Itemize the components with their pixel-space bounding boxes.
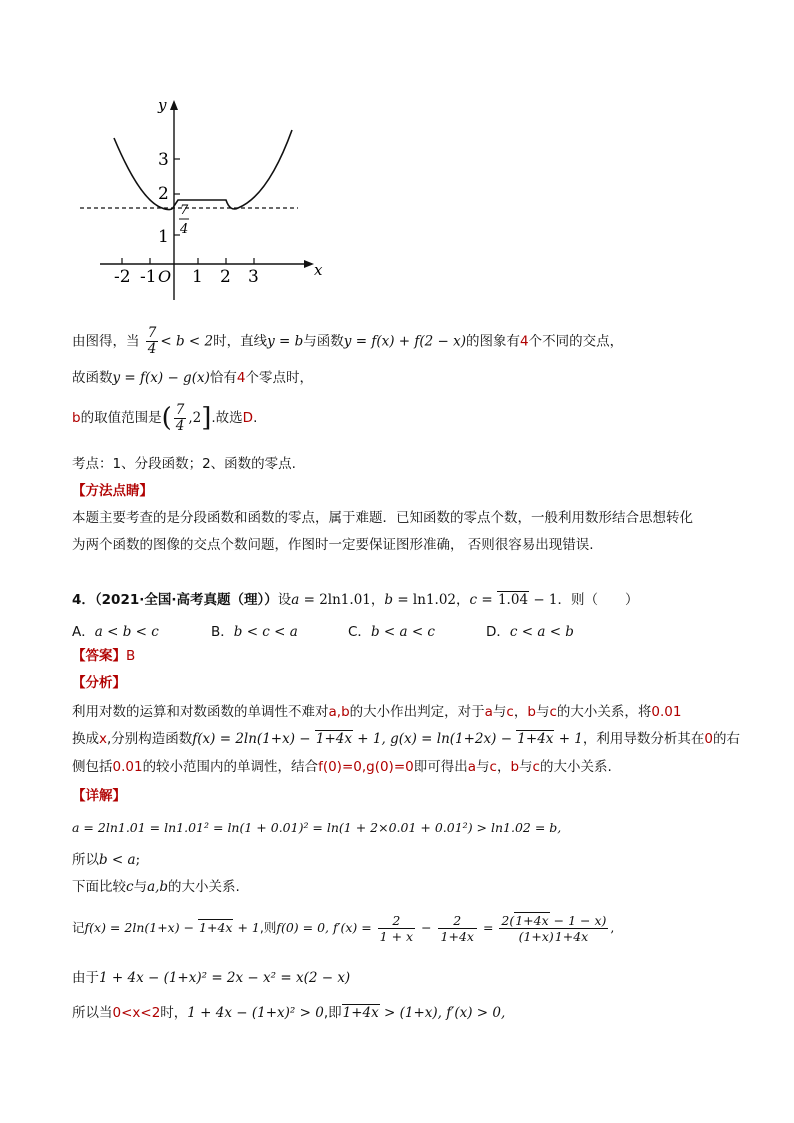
fraction-7-4: $\frac{7}{4}$	[147, 325, 157, 357]
y-axis-arrow	[170, 100, 178, 110]
x-label-2: 2	[220, 267, 231, 287]
answer-line: 【答案】B	[72, 648, 136, 664]
y-axis-label: y	[158, 96, 167, 114]
detail-line-6: 所以当0<x<2时，1 + 4x − (1+x)² > 0,即1+4x > (1+x), f′(x) > 0,	[72, 1005, 506, 1021]
option-b[interactable]: B．b < c < a	[211, 624, 298, 640]
detail-line-2: 所以b < a;	[72, 852, 141, 868]
analysis-heading: 【分析】	[72, 675, 126, 691]
detail-heading: 【详解】	[72, 788, 126, 804]
solution-line-1: 由图得，当 $\frac{7}{4}$ < b < 2时，直线y = b与函数y = f(x) + f(2 − x)的图象有4个不同的交点，	[72, 325, 624, 357]
y-label-3: 3	[158, 150, 169, 170]
detail-line-1: a = 2ln1.01 = ln1.01² = ln(1 + 0.01)² = ln(1 + 2×0.01 + 0.01²) > ln1.02 = b,	[72, 820, 562, 835]
option-d[interactable]: D．c < a < b	[486, 624, 574, 640]
function-graph	[78, 92, 328, 307]
analysis-line-1: 利用对数的运算和对数函数的单调性不难对a,b的大小作出判定，对于a与c，b与c的大小关系，将0.01	[72, 704, 682, 720]
origin-label: O	[158, 267, 172, 286]
option-a[interactable]: A．a < b < c	[72, 624, 159, 640]
y-label-1: 1	[158, 227, 169, 247]
frac-num: 7	[180, 203, 189, 218]
x-label--1: -1	[140, 267, 157, 287]
y-label-2: 2	[158, 184, 169, 204]
function-curve	[114, 130, 292, 210]
x-axis-label: x	[314, 261, 323, 279]
method-body-2: 为两个函数的图像的交点个数问题，作图时一定要保证图形准确， 否则很容易出现错误.	[72, 537, 594, 553]
kaodian-line: 考点：1、分段函数；2、函数的零点.	[72, 456, 296, 472]
method-heading: 【方法点睛】	[72, 483, 153, 499]
solution-line-3: b的取值范围是( $\frac{7}{4}$ ,2].故选D.	[72, 401, 258, 434]
x-label-1: 1	[192, 267, 203, 287]
detail-line-4: 记f(x) = 2ln(1+x) − 1+4x + 1,则f(0) = 0, f′(x) = $\frac{2}{1 + x}$ − $\frac{2}{1+4x}$ = $\frac{2(1+4x - 1 - x)}{(1+x)1+4x}$ ,	[72, 913, 615, 944]
solution-line-2: 故函数y = f(x) − g(x)恰有4个零点时，	[72, 370, 313, 386]
x-label-3: 3	[248, 267, 259, 287]
detail-line-3: 下面比较c与a,b的大小关系.	[72, 879, 240, 895]
method-body-1: 本题主要考查的是分段函数和函数的零点，属于难题．已知函数的零点个数，一般利用数形结合思想转化	[72, 510, 693, 526]
option-c[interactable]: C．b < a < c	[348, 624, 435, 640]
frac-den: 4	[180, 222, 189, 237]
analysis-line-3: 侧包括0.01的较小范围内的单调性，结合f(0)=0,g(0)=0即可得出a与c，b与c的大小关系.	[72, 759, 612, 775]
x-axis-arrow	[304, 260, 314, 268]
question-4: 4．（2021·全国·高考真题（理））设a = 2ln1.01，b = ln1.02，c = 1.04 − 1．则（ ）	[72, 592, 639, 608]
detail-line-5: 由于1 + 4x − (1+x)² = 2x − x² = x(2 − x)	[72, 970, 351, 986]
analysis-line-2: 换成x,分别构造函数f(x) = 2ln(1+x) − 1+4x + 1, g(x) = ln(1+2x) − 1+4x + 1，利用导数分析其在0的右	[72, 731, 740, 747]
x-label--2: -2	[114, 267, 131, 287]
